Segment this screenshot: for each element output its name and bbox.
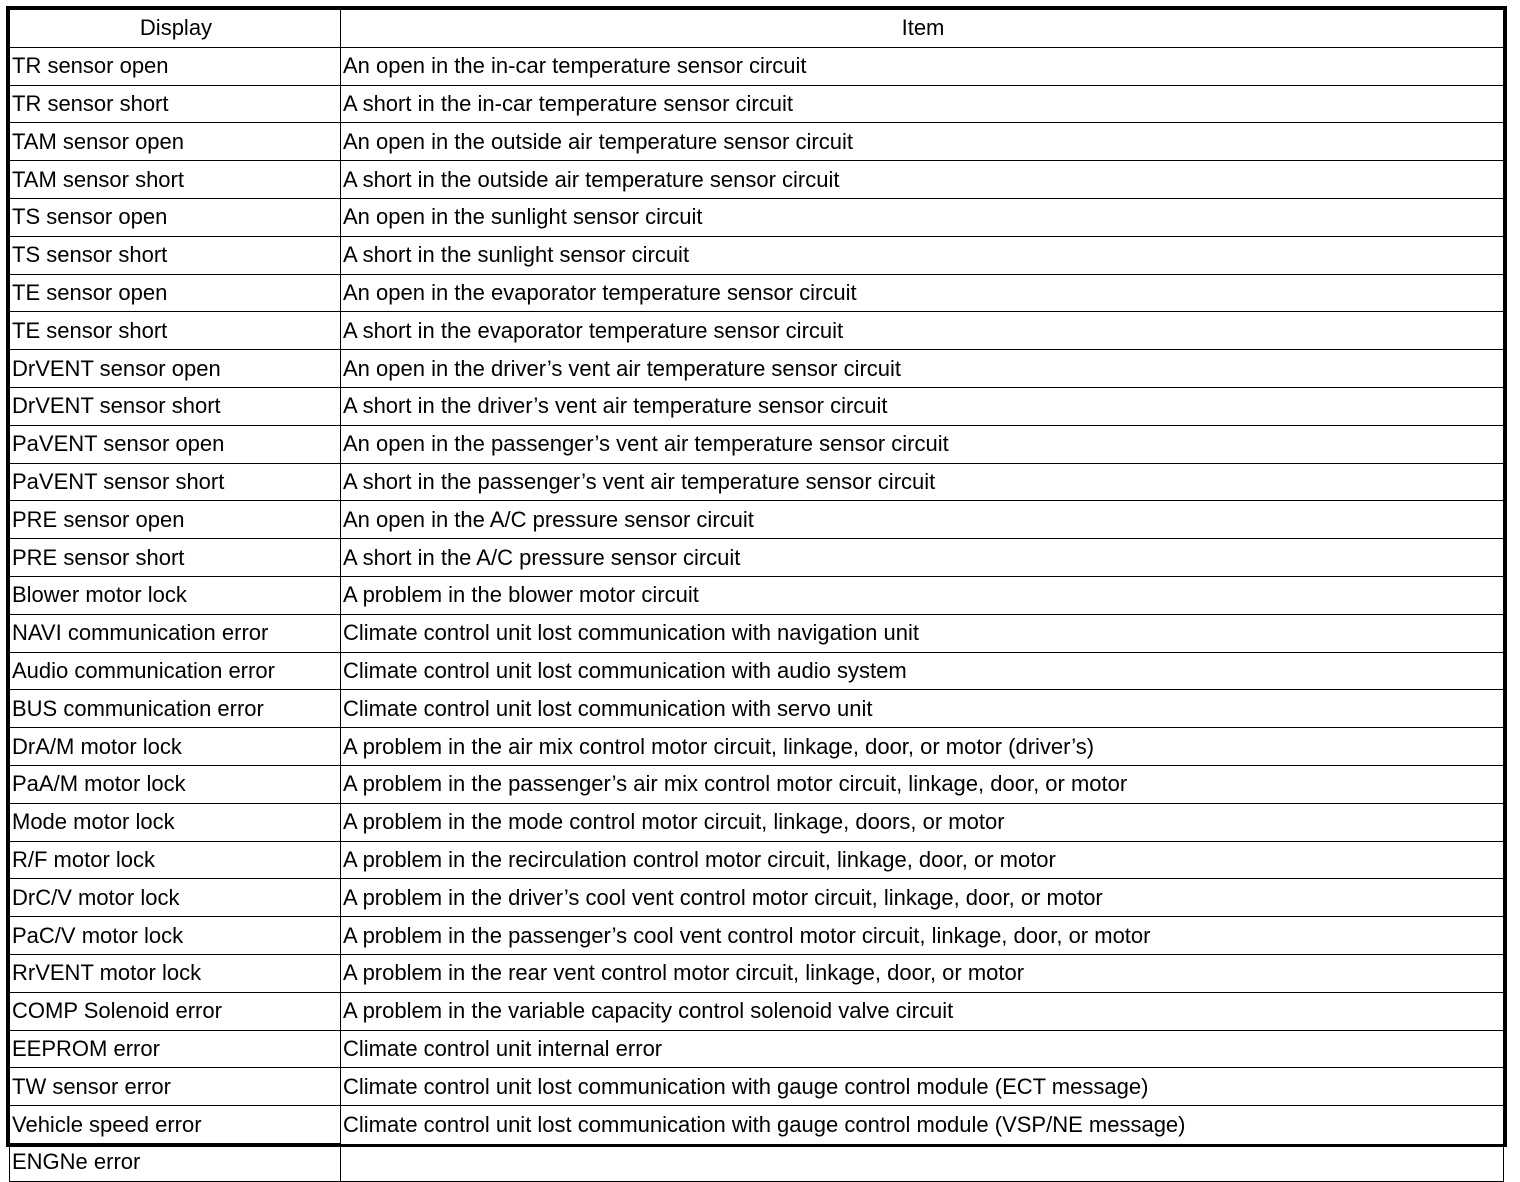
diagnostic-table xyxy=(9,9,1504,1182)
item-cell: A short in the passenger’s vent air temperature sensor circuit xyxy=(341,463,1504,501)
table-row xyxy=(10,47,1504,85)
item-cell: Climate control unit lost communication with gauge control module (ECT message) xyxy=(341,1068,1504,1106)
display-cell: TAM sensor short xyxy=(10,161,341,199)
table-row xyxy=(10,954,1504,992)
display-cell: TE sensor short xyxy=(10,312,341,350)
item-cell: A short in the driver’s vent air temperature sensor circuit xyxy=(341,387,1504,425)
header-row xyxy=(10,10,1504,48)
table-row xyxy=(10,992,1504,1030)
table-row xyxy=(10,425,1504,463)
item-cell: An open in the passenger’s vent air temperature sensor circuit xyxy=(341,425,1504,463)
item-cell: A problem in the air mix control motor circuit, linkage, door, or motor (driver’s) xyxy=(341,728,1504,766)
display-cell: PaC/V motor lock xyxy=(10,917,341,955)
table-row xyxy=(10,576,1504,614)
table-row xyxy=(10,198,1504,236)
display-cell: TE sensor open xyxy=(10,274,341,312)
table-row xyxy=(10,614,1504,652)
table-row xyxy=(10,841,1504,879)
display-cell: Vehicle speed error xyxy=(10,1106,341,1144)
table-row xyxy=(10,123,1504,161)
item-cell: An open in the sunlight sensor circuit xyxy=(341,198,1504,236)
table-row xyxy=(10,312,1504,350)
display-cell: R/F motor lock xyxy=(10,841,341,879)
item-cell: A problem in the driver’s cool vent control motor circuit, linkage, door, or motor xyxy=(341,879,1504,917)
table-row xyxy=(10,350,1504,388)
display-cell: COMP Solenoid error xyxy=(10,992,341,1030)
table-row xyxy=(10,879,1504,917)
item-cell: Climate control unit internal error xyxy=(341,1030,1504,1068)
item-cell: A short in the evaporator temperature sensor circuit xyxy=(341,312,1504,350)
display-cell: NAVI communication error xyxy=(10,614,341,652)
diagnostic-table-container xyxy=(6,6,1507,1175)
table-row xyxy=(10,765,1504,803)
table-row xyxy=(10,539,1504,577)
item-cell: A problem in the blower motor circuit xyxy=(341,576,1504,614)
display-cell: PaVENT sensor open xyxy=(10,425,341,463)
table-row xyxy=(10,387,1504,425)
item-cell: A problem in the passenger’s cool vent control motor circuit, linkage, door, or motor xyxy=(341,917,1504,955)
table-row xyxy=(10,1106,1504,1144)
item-cell: A problem in the rear vent control motor circuit, linkage, door, or motor xyxy=(341,954,1504,992)
display-cell: DrC/V motor lock xyxy=(10,879,341,917)
display-cell: TS sensor short xyxy=(10,236,341,274)
item-cell: A problem in the variable capacity control solenoid valve circuit xyxy=(341,992,1504,1030)
item-cell: A short in the sunlight sensor circuit xyxy=(341,236,1504,274)
table-row xyxy=(10,652,1504,690)
item-cell: Climate control unit lost communication with servo unit xyxy=(341,690,1504,728)
display-cell: EEPROM error xyxy=(10,1030,341,1068)
table-body xyxy=(10,47,1504,1181)
display-cell: DrA/M motor lock xyxy=(10,728,341,766)
display-cell: BUS communication error xyxy=(10,690,341,728)
display-cell: Blower motor lock xyxy=(10,576,341,614)
item-cell-merged: Climate control unit lost communication with gauge control module (VSP/NE message) xyxy=(341,1106,1504,1182)
header-item: Item xyxy=(341,10,1504,48)
display-cell: DrVENT sensor open xyxy=(10,350,341,388)
table-row xyxy=(10,274,1504,312)
display-cell: TW sensor error xyxy=(10,1068,341,1106)
display-cell: ENGNe error xyxy=(10,1143,341,1181)
table-row xyxy=(10,803,1504,841)
display-cell: RrVENT motor lock xyxy=(10,954,341,992)
display-cell: DrVENT sensor short xyxy=(10,387,341,425)
display-cell: PaA/M motor lock xyxy=(10,765,341,803)
display-cell: Mode motor lock xyxy=(10,803,341,841)
table-row xyxy=(10,690,1504,728)
display-cell: TR sensor open xyxy=(10,47,341,85)
item-cell: An open in the A/C pressure sensor circuit xyxy=(341,501,1504,539)
item-cell: An open in the driver’s vent air temperature sensor circuit xyxy=(341,350,1504,388)
item-cell: Climate control unit lost communication with navigation unit xyxy=(341,614,1504,652)
item-cell: A short in the in-car temperature sensor circuit xyxy=(341,85,1504,123)
display-cell: TAM sensor open xyxy=(10,123,341,161)
display-cell: PaVENT sensor short xyxy=(10,463,341,501)
item-cell: An open in the evaporator temperature sensor circuit xyxy=(341,274,1504,312)
item-cell: A short in the A/C pressure sensor circuit xyxy=(341,539,1504,577)
display-cell: TR sensor short xyxy=(10,85,341,123)
table-row xyxy=(10,85,1504,123)
item-cell: A short in the outside air temperature sensor circuit xyxy=(341,161,1504,199)
table-row xyxy=(10,1030,1504,1068)
display-cell: PRE sensor short xyxy=(10,539,341,577)
table-row xyxy=(10,1068,1504,1106)
table-row xyxy=(10,463,1504,501)
table-row xyxy=(10,501,1504,539)
display-cell: Audio communication error xyxy=(10,652,341,690)
table-row xyxy=(10,917,1504,955)
item-cell: An open in the in-car temperature sensor circuit xyxy=(341,47,1504,85)
table-row xyxy=(10,728,1504,766)
table-row xyxy=(10,236,1504,274)
item-cell: A problem in the passenger’s air mix control motor circuit, linkage, door, or motor xyxy=(341,765,1504,803)
item-cell: A problem in the mode control motor circuit, linkage, doors, or motor xyxy=(341,803,1504,841)
item-cell: An open in the outside air temperature sensor circuit xyxy=(341,123,1504,161)
header-display: Display xyxy=(10,10,341,48)
table-row xyxy=(10,161,1504,199)
display-cell: TS sensor open xyxy=(10,198,341,236)
item-cell: A problem in the recirculation control motor circuit, linkage, door, or motor xyxy=(341,841,1504,879)
display-cell: PRE sensor open xyxy=(10,501,341,539)
item-cell: Climate control unit lost communication with audio system xyxy=(341,652,1504,690)
